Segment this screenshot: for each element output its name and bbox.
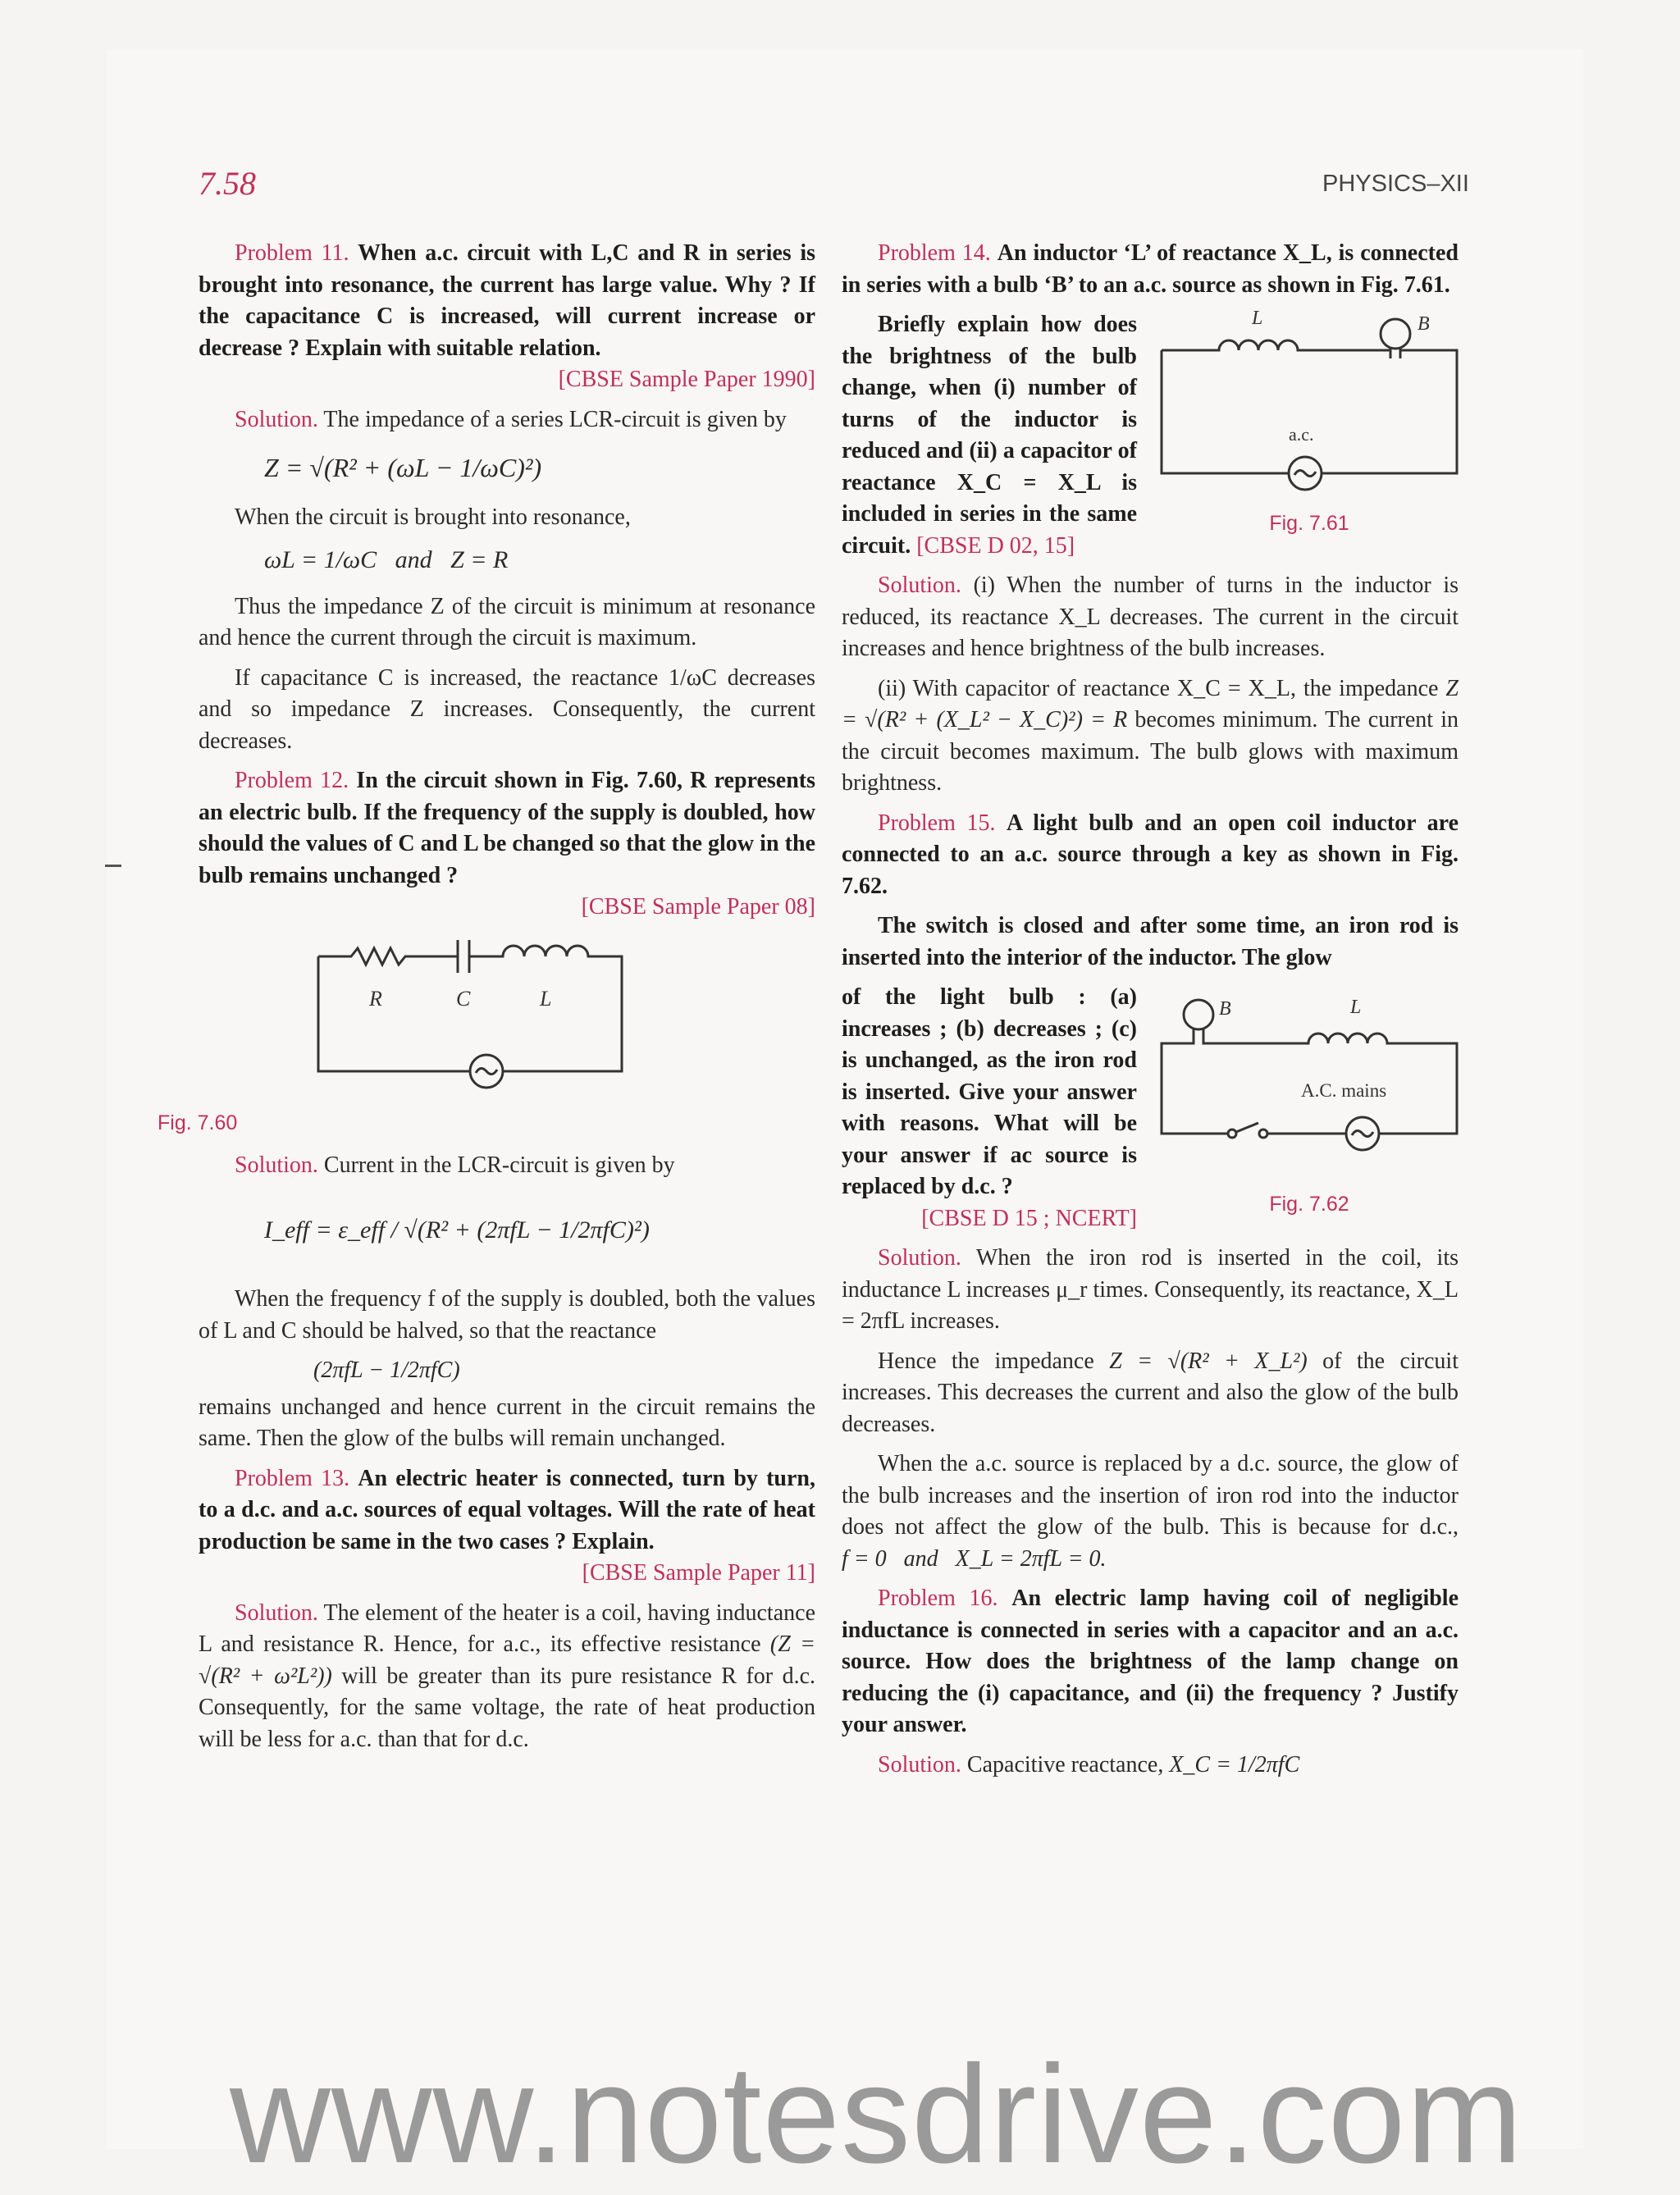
watermark: www.notesdrive.com [230, 2037, 1523, 2193]
left-column [158, 238, 816, 1764]
solution-14-text: (i) When the number of turns in the inductor is reduced, its reactance X_L decreases. The current in the circuit increases and hence brightness of the bulb increases. [842, 573, 1459, 661]
figure-7-62-caption: Fig. 7.62 [1269, 1192, 1349, 1216]
fig62-label-l: L [1350, 997, 1362, 1018]
problem-15-question-part3 [842, 982, 1137, 1234]
fig62-label-mains: A.C. mains [1301, 1080, 1387, 1101]
problem-12-label: Problem 12. [235, 768, 349, 793]
solution-label: Solution. [878, 1245, 961, 1271]
problem-15-label: Problem 15. [878, 810, 996, 836]
solution-label: Solution. [878, 573, 961, 598]
figure-7-60-circuit [302, 932, 712, 1104]
problem-15 [842, 808, 1459, 903]
problem-13-label: Problem 13. [235, 1465, 350, 1491]
figure-7-62-circuit [1153, 982, 1465, 1179]
problem-14-question-part2 [842, 309, 1137, 562]
running-header: PHYSICS–XII [1322, 171, 1469, 197]
problem-12-question: In the circuit shown in Fig. 7.60, R represents an electric bulb. If the frequency of the supply is doubled, how should the values of C and L be changed so that the glow in the bulb remains unchanged ? [199, 768, 816, 888]
solution-14-part2-b: becomes minimum. The current in the circuit becomes maximum. The bulb glows with maximum brightness. [842, 707, 1459, 796]
equation-dc-reactance: f = 0 and X_L = 2πfL = 0. [842, 1545, 1107, 1572]
solution-14-part2 [842, 673, 1459, 800]
problem-13-reference: [CBSE Sample Paper 11] [582, 1560, 815, 1586]
fig61-label-b: B [1418, 313, 1430, 335]
solution-15-part1 [842, 1243, 1459, 1338]
solution-label: Solution. [878, 1751, 961, 1777]
solution-16 [842, 1750, 1459, 1782]
solution-15-part3 [842, 1449, 1459, 1575]
problem-12-reference: [CBSE Sample Paper 08] [581, 894, 815, 920]
fig62-label-b: B [1219, 998, 1231, 1020]
solution-12-frequency: When the frequency f of the supply is doubled, both the values of L and C should be halved, so that the reactance [199, 1286, 815, 1344]
page-number: 7.58 [199, 165, 256, 202]
problem-14-wrap [842, 309, 1459, 570]
solution-label: Solution. [235, 1599, 318, 1626]
equation-resonance: ωL = 1/ωC and Z = R [264, 546, 509, 573]
solution-12-text: Current in the LCR-circuit is given by [323, 1152, 675, 1178]
equation-reactance: (2πfL − 1/2πfC) [313, 1358, 460, 1383]
equation-minimum-impedance: Z = √(R² + (X_L² − X_C)²) = R [842, 675, 1459, 732]
fig61-label-ac: a.c. [1289, 424, 1314, 445]
problem-15-wrap [842, 982, 1459, 1243]
solution-14-part2-a: (ii) With capacitor of reactance X_C = X_L, the impedance [878, 675, 1439, 701]
figure-7-61-caption: Fig. 7.61 [1269, 511, 1349, 535]
equation-coil-impedance: Z = √(R² + X_L²) [1109, 1348, 1308, 1374]
solution-12-intro [199, 1150, 815, 1182]
equation-impedance: Z = √(R² + (ωL − 1/ωC)²) [264, 453, 542, 482]
solution-11-text: The impedance of a series LCR-circuit is given by [323, 406, 787, 432]
solution-15-part3-text: When the a.c. source is replaced by a d.c. source, the glow of the bulb increases and the insertion of iron rod into the inductor does not affect the glow of the bulb. This is because for d.c., [842, 1451, 1459, 1540]
problem-15-question-2: The switch is closed and after some time, an iron rod is inserted into the interior of the inductor. The glow [842, 913, 1459, 970]
problem-14 [842, 238, 1459, 301]
problem-15-reference: [CBSE D 15 ; NCERT] [921, 1205, 1137, 1231]
solution-15-part2-b: of the circuit increases. This decreases the current and also the glow of the bulb decreases. [842, 1348, 1459, 1437]
solution-11-resonance: When the circuit is brought into resonance, [235, 504, 631, 530]
problem-11-label: Problem 11. [235, 240, 349, 266]
fig60-label-r: R [369, 986, 382, 1011]
problem-14-reference: [CBSE D 02, 15] [916, 532, 1075, 559]
fig60-label-c: C [456, 986, 471, 1011]
problem-15-question-part2 [842, 910, 1459, 974]
solution-15-text: When the iron rod is inserted in the coil, its inductance L increases μ_r times. Consequently, its reactance, X_L = 2πfL increases. [842, 1245, 1459, 1334]
equation-current: I_eff = ε_eff / √(R² + (2πfL − 1/2πfC)²) [264, 1216, 650, 1244]
solution-16-text: Capacitive reactance, [966, 1751, 1164, 1777]
problem-16-question: An electric lamp having coil of negligible inductance is connected in series with a capacitor and an a.c. source. How does the brightness of the lamp change on reducing the (i) capacitance, and (ii) the frequency ? Justify your answer. [842, 1586, 1459, 1737]
problem-15-question: A light bulb and an open coil inductor are connected to an a.c. source through a key as shown in Fig. 7.62. [842, 810, 1459, 899]
margin-mark [105, 865, 121, 867]
solution-11-capacitance: If capacitance C is increased, the reactance 1/ωC decreases and so impedance Z increases. Consequently, the current decreases. [199, 664, 815, 754]
fig60-label-l: L [540, 986, 552, 1011]
problem-14-question: An inductor ‘L’ of reactance X_L, is connected in series with a bulb ‘B’ to an a.c. source as shown in Fig. 7.61. [842, 240, 1459, 298]
solution-label: Solution. [235, 1152, 318, 1178]
problem-11-reference: [CBSE Sample Paper 1990] [558, 367, 815, 392]
equation-heater-impedance: (Z = √(R² + ω²L²)) [199, 1631, 815, 1689]
fig61-label-l: L [1252, 309, 1263, 329]
problem-16-label: Problem 16. [878, 1586, 998, 1611]
solution-15-part2-a: Hence the impedance [878, 1348, 1094, 1374]
problem-13-question: An electric heater is connected, turn by turn, to a d.c. and a.c. sources of equal voltages. Will the rate of heat production be same in the two cases ? Explain. [199, 1465, 815, 1554]
solution-13-conclusion: will be greater than its pure resistance R for d.c. Consequently, for the same voltage, the rate of heat production will be less for a.c. than that for d.c. [199, 1663, 815, 1752]
problem-12 [199, 765, 815, 924]
problem-13 [199, 1463, 815, 1590]
figure-7-61-circuit [1153, 309, 1465, 498]
solution-15-part2 [842, 1346, 1459, 1441]
figure-7-60-caption: Fig. 7.60 [158, 1111, 238, 1134]
problem-15-question-3: of the light bulb : (a) increases ; (b) decreases ; (c) is unchanged, as the iron rod is inserted. Give your answer with reasons. What will be your answer if ac source is replaced by d.c. ? [842, 984, 1137, 1199]
equation-capacitive-reactance: X_C = 1/2πfC [1169, 1751, 1300, 1777]
problem-11-question: When a.c. circuit with L,C and R in series is brought into resonance, the current has large value. Why ? If the capacitance C is increased, will current increase or decrease ? Explain with suitable relation. [199, 240, 815, 361]
right-column [842, 238, 1459, 1789]
problem-14-label: Problem 14. [878, 240, 991, 266]
solution-14-part1 [842, 570, 1459, 665]
solution-label: Solution. [235, 406, 318, 432]
problem-16 [842, 1583, 1459, 1741]
solution-11-intro [199, 404, 815, 436]
solution-13 [199, 1598, 815, 1756]
solution-12-conclusion: remains unchanged and hence current in the circuit remains the same. Then the glow of the bulbs will remain unchanged. [199, 1394, 815, 1451]
solution-11-conclusion: Thus the impedance Z of the circuit is minimum at resonance and hence the current through the circuit is maximum. [199, 593, 815, 650]
problem-11 [199, 238, 815, 396]
problem-14-question-2: Briefly explain how does the brightness of the bulb change, when (i) number of turns of the inductor is reduced and (ii) a capacitor of reactance X_C = X_L is included in series in the same circuit. [842, 312, 1137, 559]
solution-13-text: The element of the heater is a coil, having inductance L and resistance R. Hence, for a.c., its effective resistance [199, 1599, 815, 1657]
